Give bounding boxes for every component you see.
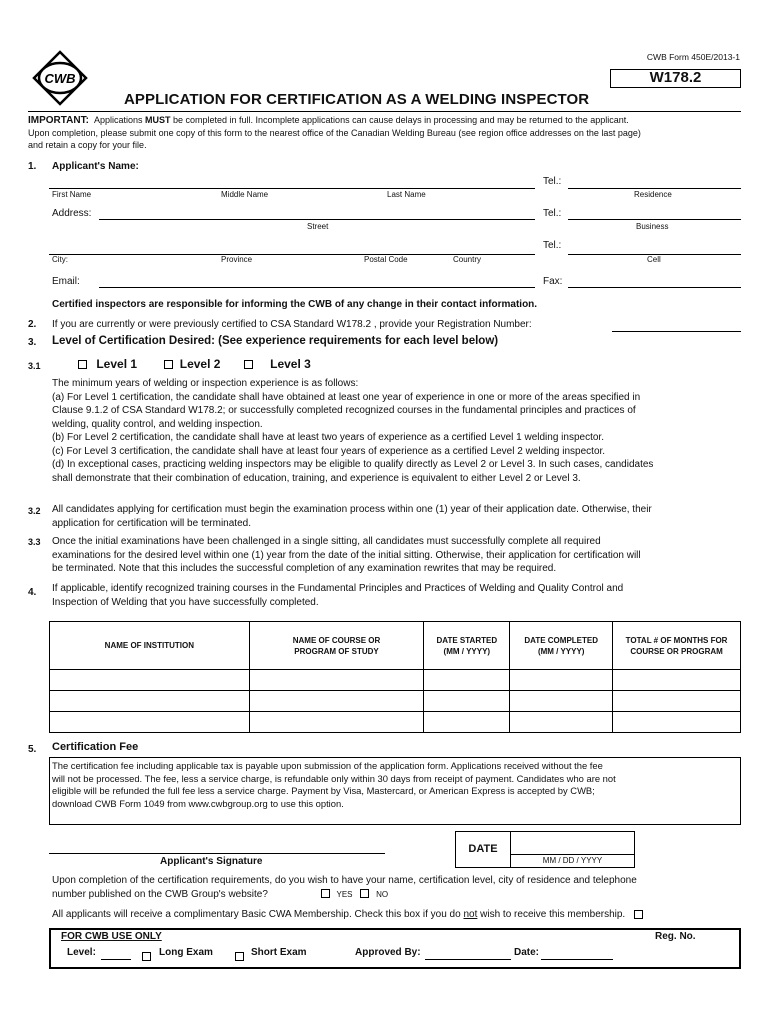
last-name-label: Last Name <box>387 190 426 199</box>
date-box <box>455 831 635 868</box>
title-rule <box>28 111 741 112</box>
level3-checkbox[interactable] <box>244 360 253 369</box>
experience-line: (c) For Level 3 certification, the candidate shall have at least four years of experience as a certified Level 2 welding inspector. <box>52 445 606 457</box>
signature-field[interactable] <box>49 842 385 854</box>
table-cell[interactable] <box>249 670 424 691</box>
postal-code-label: Postal Code <box>364 255 408 264</box>
table-cell[interactable] <box>50 670 250 691</box>
residence-label: Residence <box>634 190 672 199</box>
cwb-use-only-box <box>49 928 741 969</box>
cwb-logo <box>32 50 88 106</box>
level1-checkbox[interactable] <box>78 360 87 369</box>
table-cell[interactable] <box>613 691 741 712</box>
cell-label: Cell <box>647 255 661 264</box>
important-text-c: Upon completion, please submit one copy of this form to the nearest office of the Canadian Welding Bureau (see region office addresses on the last page) <box>28 128 641 138</box>
fax-label: Fax: <box>543 276 563 287</box>
cwb-date-label: Date: <box>514 947 540 958</box>
section2-text: If you are currently or were previously certified to CSA Standard W178.2 , provide your Registration Number: <box>52 319 532 330</box>
city-field[interactable] <box>49 242 535 255</box>
date-field[interactable] <box>511 832 634 855</box>
section32-text <box>52 503 752 530</box>
table-row <box>50 712 741 733</box>
table-row <box>50 691 741 712</box>
membership-text-a: All applicants will receive a complimentary Basic CWA Membership. Check this box if you do <box>52 909 464 920</box>
important-text-d: and retain a copy for your file. <box>28 140 147 150</box>
table-cell[interactable] <box>424 712 510 733</box>
standard-code-box: W178.2 <box>610 69 741 88</box>
tel-business-field[interactable] <box>568 208 741 220</box>
section4-line: If applicable, identify recognized training courses in the Fundamental Principles and Practices of Welding and Quality Control and <box>52 583 624 594</box>
registration-number-field[interactable] <box>612 320 741 332</box>
column-header: DATE COMPLETED (MM / YYYY) <box>510 622 613 670</box>
level-field[interactable] <box>101 948 131 960</box>
fee-line: download CWB Form 1049 from www.cwbgroup.org to use this option. <box>52 797 344 809</box>
section4-number: 4. <box>28 587 37 598</box>
table-cell[interactable] <box>510 712 613 733</box>
no-checkbox[interactable] <box>360 889 369 898</box>
section33-line: examinations for the desired level within one (1) year from the date of the initial sitting. Otherwise, their application for certification will <box>52 549 641 561</box>
name-field[interactable] <box>49 176 535 189</box>
tel-label-residence: Tel.: <box>543 176 562 187</box>
table-cell[interactable] <box>50 691 250 712</box>
yes-checkbox[interactable] <box>321 889 330 898</box>
tel-label-cell: Tel.: <box>543 240 562 251</box>
email-field[interactable] <box>99 276 535 288</box>
column-header: NAME OF INSTITUTION <box>50 622 250 670</box>
page-title: APPLICATION FOR CERTIFICATION AS A WELDING INSPECTOR <box>124 91 590 108</box>
level-options <box>78 357 311 371</box>
section4-text <box>52 582 752 609</box>
table-cell[interactable] <box>249 691 424 712</box>
contact-change-notice: Certified inspectors are responsible for informing the CWB of any change in their contact information. <box>52 299 538 310</box>
section33-line: Once the initial examinations have been challenged in a single sitting, all candidates must successfully complete all required <box>52 536 601 547</box>
no-label: NO <box>376 889 389 899</box>
publish-line: Upon completion of the certification requirements, do you wish to have your name, certification level, city of residence and telephone <box>52 875 637 886</box>
table-cell[interactable] <box>424 670 510 691</box>
membership-notice <box>52 908 752 922</box>
table-cell[interactable] <box>613 712 741 733</box>
section1-number: 1. <box>28 161 37 172</box>
email-label: Email: <box>52 276 80 287</box>
date-label: DATE <box>456 832 511 867</box>
level2-label: Level 2 <box>179 357 221 371</box>
country-label: Country <box>453 255 482 264</box>
table-cell[interactable] <box>510 670 613 691</box>
section33-number: 3.3 <box>28 537 41 547</box>
important-text-b: be completed in full. Incomplete applications can cause delays in processing and may be returned to the applicant. <box>170 115 629 125</box>
business-label: Business <box>636 222 669 231</box>
table-cell[interactable] <box>249 712 424 733</box>
certification-fee-box <box>49 757 741 825</box>
short-exam-label: Short Exam <box>251 947 307 958</box>
approved-by-field[interactable] <box>425 948 511 960</box>
section33-line: be terminated. Note that this includes the successful completion of any examination rewrites that may be required. <box>52 563 557 574</box>
section2-number: 2. <box>28 319 37 330</box>
yes-label: YES <box>336 889 353 899</box>
fax-field[interactable] <box>568 276 741 288</box>
tel-label-business: Tel.: <box>543 208 562 219</box>
table-cell[interactable] <box>50 712 250 733</box>
tel-cell-field[interactable] <box>568 242 741 255</box>
table-row <box>50 670 741 691</box>
experience-line: (d) In exceptional cases, practicing welding inspectors may be eligible to qualify directly as Level 2 or Level 3. In such cases, candidates <box>52 459 654 470</box>
experience-line: welding, quality control, and welding inspection. <box>52 418 263 430</box>
table-cell[interactable] <box>424 691 510 712</box>
city-label: City: <box>52 255 68 264</box>
experience-line: shall demonstrate that their combination of education, training, and experience is equivalent to either Level 2 or Level 3. <box>52 472 581 484</box>
section4-line: Inspection of Welding that you have successfully completed. <box>52 596 319 608</box>
publish-line-2 <box>52 888 752 902</box>
level2-checkbox[interactable] <box>164 360 173 369</box>
section32-line: All candidates applying for certification must begin the examination process within one (1) year of their application date. Otherwise, their <box>52 504 652 515</box>
reg-no-label: Reg. No. <box>655 931 696 942</box>
experience-line: Clause 9.1.2 of CSA Standard W178.2; or successfully completed recognized courses in the fundamental principles and practices of <box>52 405 636 416</box>
approved-by-label: Approved By: <box>355 947 421 958</box>
table-header-row <box>50 622 741 670</box>
column-header: DATE STARTED (MM / YYYY) <box>424 622 510 670</box>
important-must: MUST <box>144 115 171 125</box>
experience-line: (a) For Level 1 certification, the candidate shall have obtained at least one year of experience in one or more of the areas specified in <box>52 391 641 403</box>
publish-line: number published on the CWB Group's website? <box>52 888 268 900</box>
section5-number: 5. <box>28 744 37 755</box>
experience-line: The minimum years of welding or inspection experience is as follows: <box>52 378 359 389</box>
fee-line: will not be processed. The fee, less a service charge, is refundable only within 30 days from receipt of payment. Candidates who are not <box>52 772 616 784</box>
middle-name-label: Middle Name <box>221 190 269 199</box>
street-label: Street <box>307 222 329 231</box>
experience-line: (b) For Level 2 certification, the candidate shall have at least two years of experience as a certified Level 1 welding inspector. <box>52 432 604 443</box>
date-format-hint: MM / DD / YYYY <box>542 856 603 865</box>
section5-title: Certification Fee <box>52 741 139 753</box>
section32-line: application for certification will be terminated. <box>52 517 251 529</box>
level3-label: Level 3 <box>270 357 311 371</box>
fee-line: eligible will be refunded the full fee less a service charge. Payment by Visa, Mastercard, or American Express is accepted by CWB; <box>52 785 595 796</box>
important-notice <box>28 114 744 151</box>
logo-text: CWB <box>44 71 76 86</box>
membership-not: not <box>463 909 478 920</box>
membership-optout-checkbox[interactable] <box>634 910 643 919</box>
signature-label: Applicant's Signature <box>160 856 263 867</box>
street-field[interactable] <box>99 208 535 220</box>
important-label: IMPORTANT: <box>28 115 89 126</box>
experience-requirements <box>52 377 752 485</box>
table-cell[interactable] <box>510 691 613 712</box>
first-name-label: First Name <box>52 190 92 199</box>
fee-line: The certification fee including applicable tax is payable upon submission of the application form. Applications received without the fee <box>52 760 603 771</box>
level1-label: Level 1 <box>96 357 138 371</box>
section33-text <box>52 535 752 576</box>
tel-residence-field[interactable] <box>568 176 741 189</box>
long-exam-checkbox[interactable] <box>142 952 151 961</box>
short-exam-checkbox[interactable] <box>235 952 244 961</box>
section1-title: Applicant's Name: <box>52 161 139 172</box>
important-text-a: Applications <box>93 115 145 125</box>
cwb-use-title: FOR CWB USE ONLY <box>61 931 162 942</box>
level-label: Level: <box>67 947 96 958</box>
section31-number: 3.1 <box>28 361 41 371</box>
publish-question <box>52 874 752 901</box>
training-courses-table <box>49 621 741 733</box>
cwb-date-field[interactable] <box>541 948 613 960</box>
section32-number: 3.2 <box>28 506 41 516</box>
membership-text-b: wish to receive this membership. <box>477 909 626 920</box>
table-cell[interactable] <box>613 670 741 691</box>
form-number: CWB Form 450E/2013-1 <box>646 52 740 62</box>
column-header: NAME OF COURSE OR PROGRAM OF STUDY <box>249 622 424 670</box>
province-label: Province <box>221 255 253 264</box>
long-exam-label: Long Exam <box>159 947 213 958</box>
address-label: Address: <box>52 208 92 219</box>
section3-number: 3. <box>28 337 37 348</box>
section3-title: Level of Certification Desired: (See experience requirements for each level below) <box>52 335 499 347</box>
column-header: TOTAL # OF MONTHS FOR COURSE OR PROGRAM <box>613 622 741 670</box>
